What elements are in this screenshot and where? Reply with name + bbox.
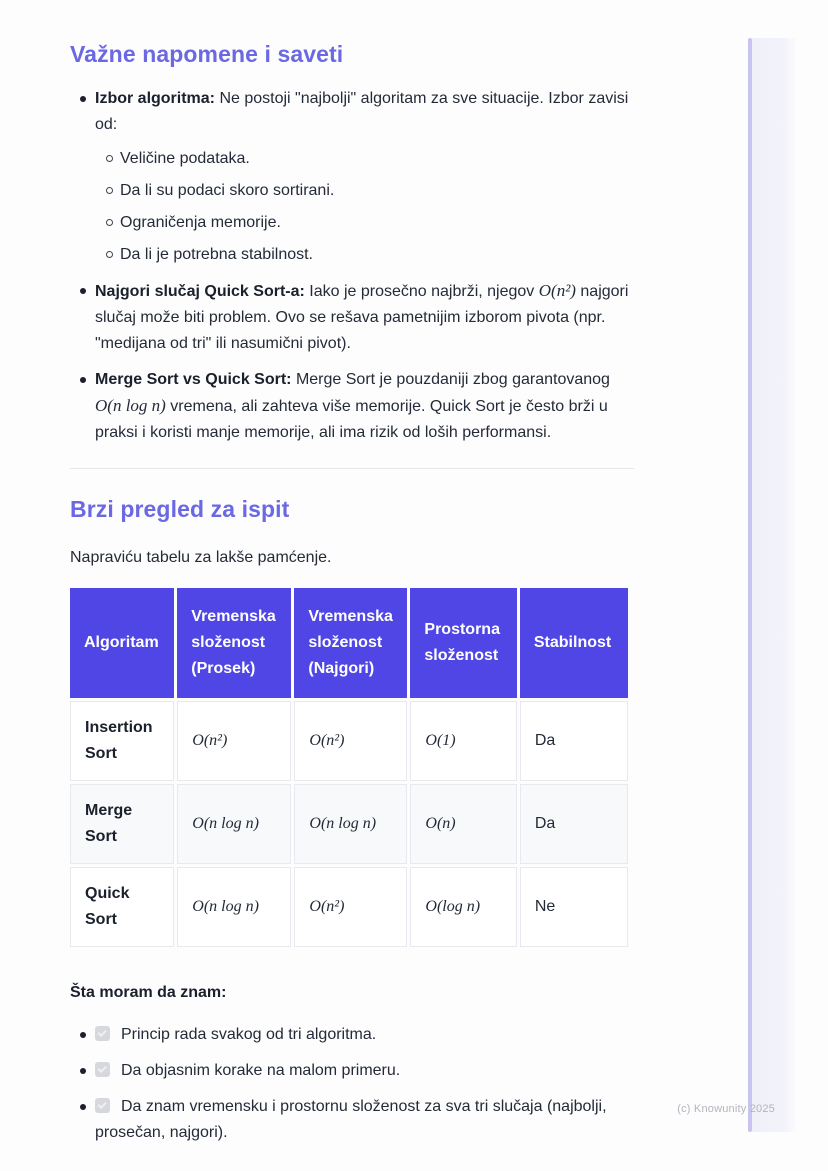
watermark-text: (c) Knowunity 2025: [677, 1103, 775, 1115]
checklist-item-text: Princip rada svakog od tri algoritma.: [121, 1026, 377, 1043]
list-item-body: vremena, ali zahteva više memorije. Quick Sort je često brži u praksi i koristi manje memorije, ali ima rizik od loših performansi.: [95, 398, 608, 441]
checkbox-checked-icon: [95, 1026, 110, 1041]
sublist-item-text: Ograničenja memorije.: [120, 214, 281, 231]
cell-stability: Da: [520, 701, 628, 781]
sublist-item: [120, 210, 634, 236]
list-item-lead: Merge Sort vs Quick Sort:: [95, 371, 292, 388]
cell-algorithm: Insertion Sort: [70, 701, 174, 781]
checkbox-checked-icon: [95, 1062, 110, 1077]
checkmark-icon: [98, 1099, 107, 1108]
list-item-body: Merge Sort je pouzdaniji zbog garantovanog: [291, 371, 610, 388]
header-cell-vremenska-prosek: Vremenska složenost (Prosek): [177, 588, 291, 698]
complexity-table: [67, 585, 631, 950]
checklist-item: [95, 1058, 634, 1084]
list-item-body: Ne postoji "najbolji" algoritam za sve situacije. Izbor zavisi od:: [95, 90, 629, 133]
checklist-item-text: Da objasnim korake na malom primeru.: [121, 1062, 401, 1079]
list-item-izbor-algoritma: [95, 86, 634, 268]
checklist-item-text: Da znam vremensku i prostornu složenost za sva tri slučaja (najbolji, prosečan, najgori).: [95, 1098, 607, 1141]
review-intro-text: Napraviću tabelu za lakše pamćenje.: [70, 549, 332, 566]
list-item-merge-vs-quick: [95, 367, 634, 446]
list-item-lead: Izbor algoritma:: [95, 90, 216, 107]
sublist-item: [120, 146, 634, 172]
notes-list: [70, 86, 634, 446]
inline-math: O(n²): [538, 281, 576, 300]
cell-algorithm: Merge Sort: [70, 784, 174, 864]
table-row-quick-sort: [70, 867, 628, 947]
list-item-lead: Najgori slučaj Quick Sort-a:: [95, 283, 305, 300]
list-item-najgori-slucaj: [95, 278, 634, 357]
table-row-insertion-sort: [70, 701, 628, 781]
section-divider: [70, 468, 634, 469]
cell-worst-complexity: O(n log n): [294, 784, 407, 864]
sublist-item-text: Veličine podataka.: [120, 150, 250, 167]
header-cell-prostorna: Prostorna složenost: [410, 588, 516, 698]
checklist: [70, 1022, 634, 1146]
checklist-title: Šta moram da znam:: [70, 984, 227, 1001]
table-header-row: [70, 588, 628, 698]
sublist-item-text: Da li su podaci skoro sortirani.: [120, 182, 335, 199]
list-item-text: [95, 278, 634, 357]
checklist-item: [95, 1094, 634, 1146]
cell-worst-complexity: O(n²): [294, 867, 407, 947]
header-cell-algoritam: Algoritam: [70, 588, 174, 698]
cell-worst-complexity: O(n²): [294, 701, 407, 781]
cell-avg-complexity: O(n²): [177, 701, 291, 781]
section-title-notes: Važne napomene i saveti: [70, 41, 344, 67]
checkbox-checked-icon: [95, 1098, 110, 1113]
cell-space-complexity: O(1): [410, 701, 516, 781]
inline-math: O(n log n): [95, 396, 166, 415]
document-content: [70, 0, 634, 1156]
cell-stability: Da: [520, 784, 628, 864]
header-cell-stabilnost: Stabilnost: [520, 588, 628, 698]
table-row-merge-sort: [70, 784, 628, 864]
list-item-body: Iako je prosečno najbrži, njegov: [304, 283, 539, 300]
sublist-item: [120, 242, 634, 268]
list-item-text: [95, 367, 634, 446]
sublist-item: [120, 178, 634, 204]
sublist-item-text: Da li je potrebna stabilnost.: [120, 246, 313, 263]
list-item-text: [95, 86, 634, 138]
cell-space-complexity: O(n): [410, 784, 516, 864]
cell-avg-complexity: O(n log n): [177, 784, 291, 864]
notes-sublist: [95, 146, 634, 268]
page-edge-panel: [752, 38, 796, 1132]
checkmark-icon: [98, 1063, 107, 1072]
checkmark-icon: [98, 1027, 107, 1036]
page-edge-line: [748, 38, 752, 1132]
cell-space-complexity: O(log n): [410, 867, 516, 947]
cell-algorithm: Quick Sort: [70, 867, 174, 947]
cell-stability: Ne: [520, 867, 628, 947]
section-title-review: Brzi pregled za ispit: [70, 496, 290, 522]
checklist-item: [95, 1022, 634, 1048]
header-cell-vremenska-najgori: Vremenska složenost (Najgori): [294, 588, 407, 698]
list-item-body: najgori slučaj može biti problem. Ovo se rešava pametnijim izborom pivota (npr. "medijana od tri" ili nasumični pivot).: [95, 283, 629, 352]
cell-avg-complexity: O(n log n): [177, 867, 291, 947]
